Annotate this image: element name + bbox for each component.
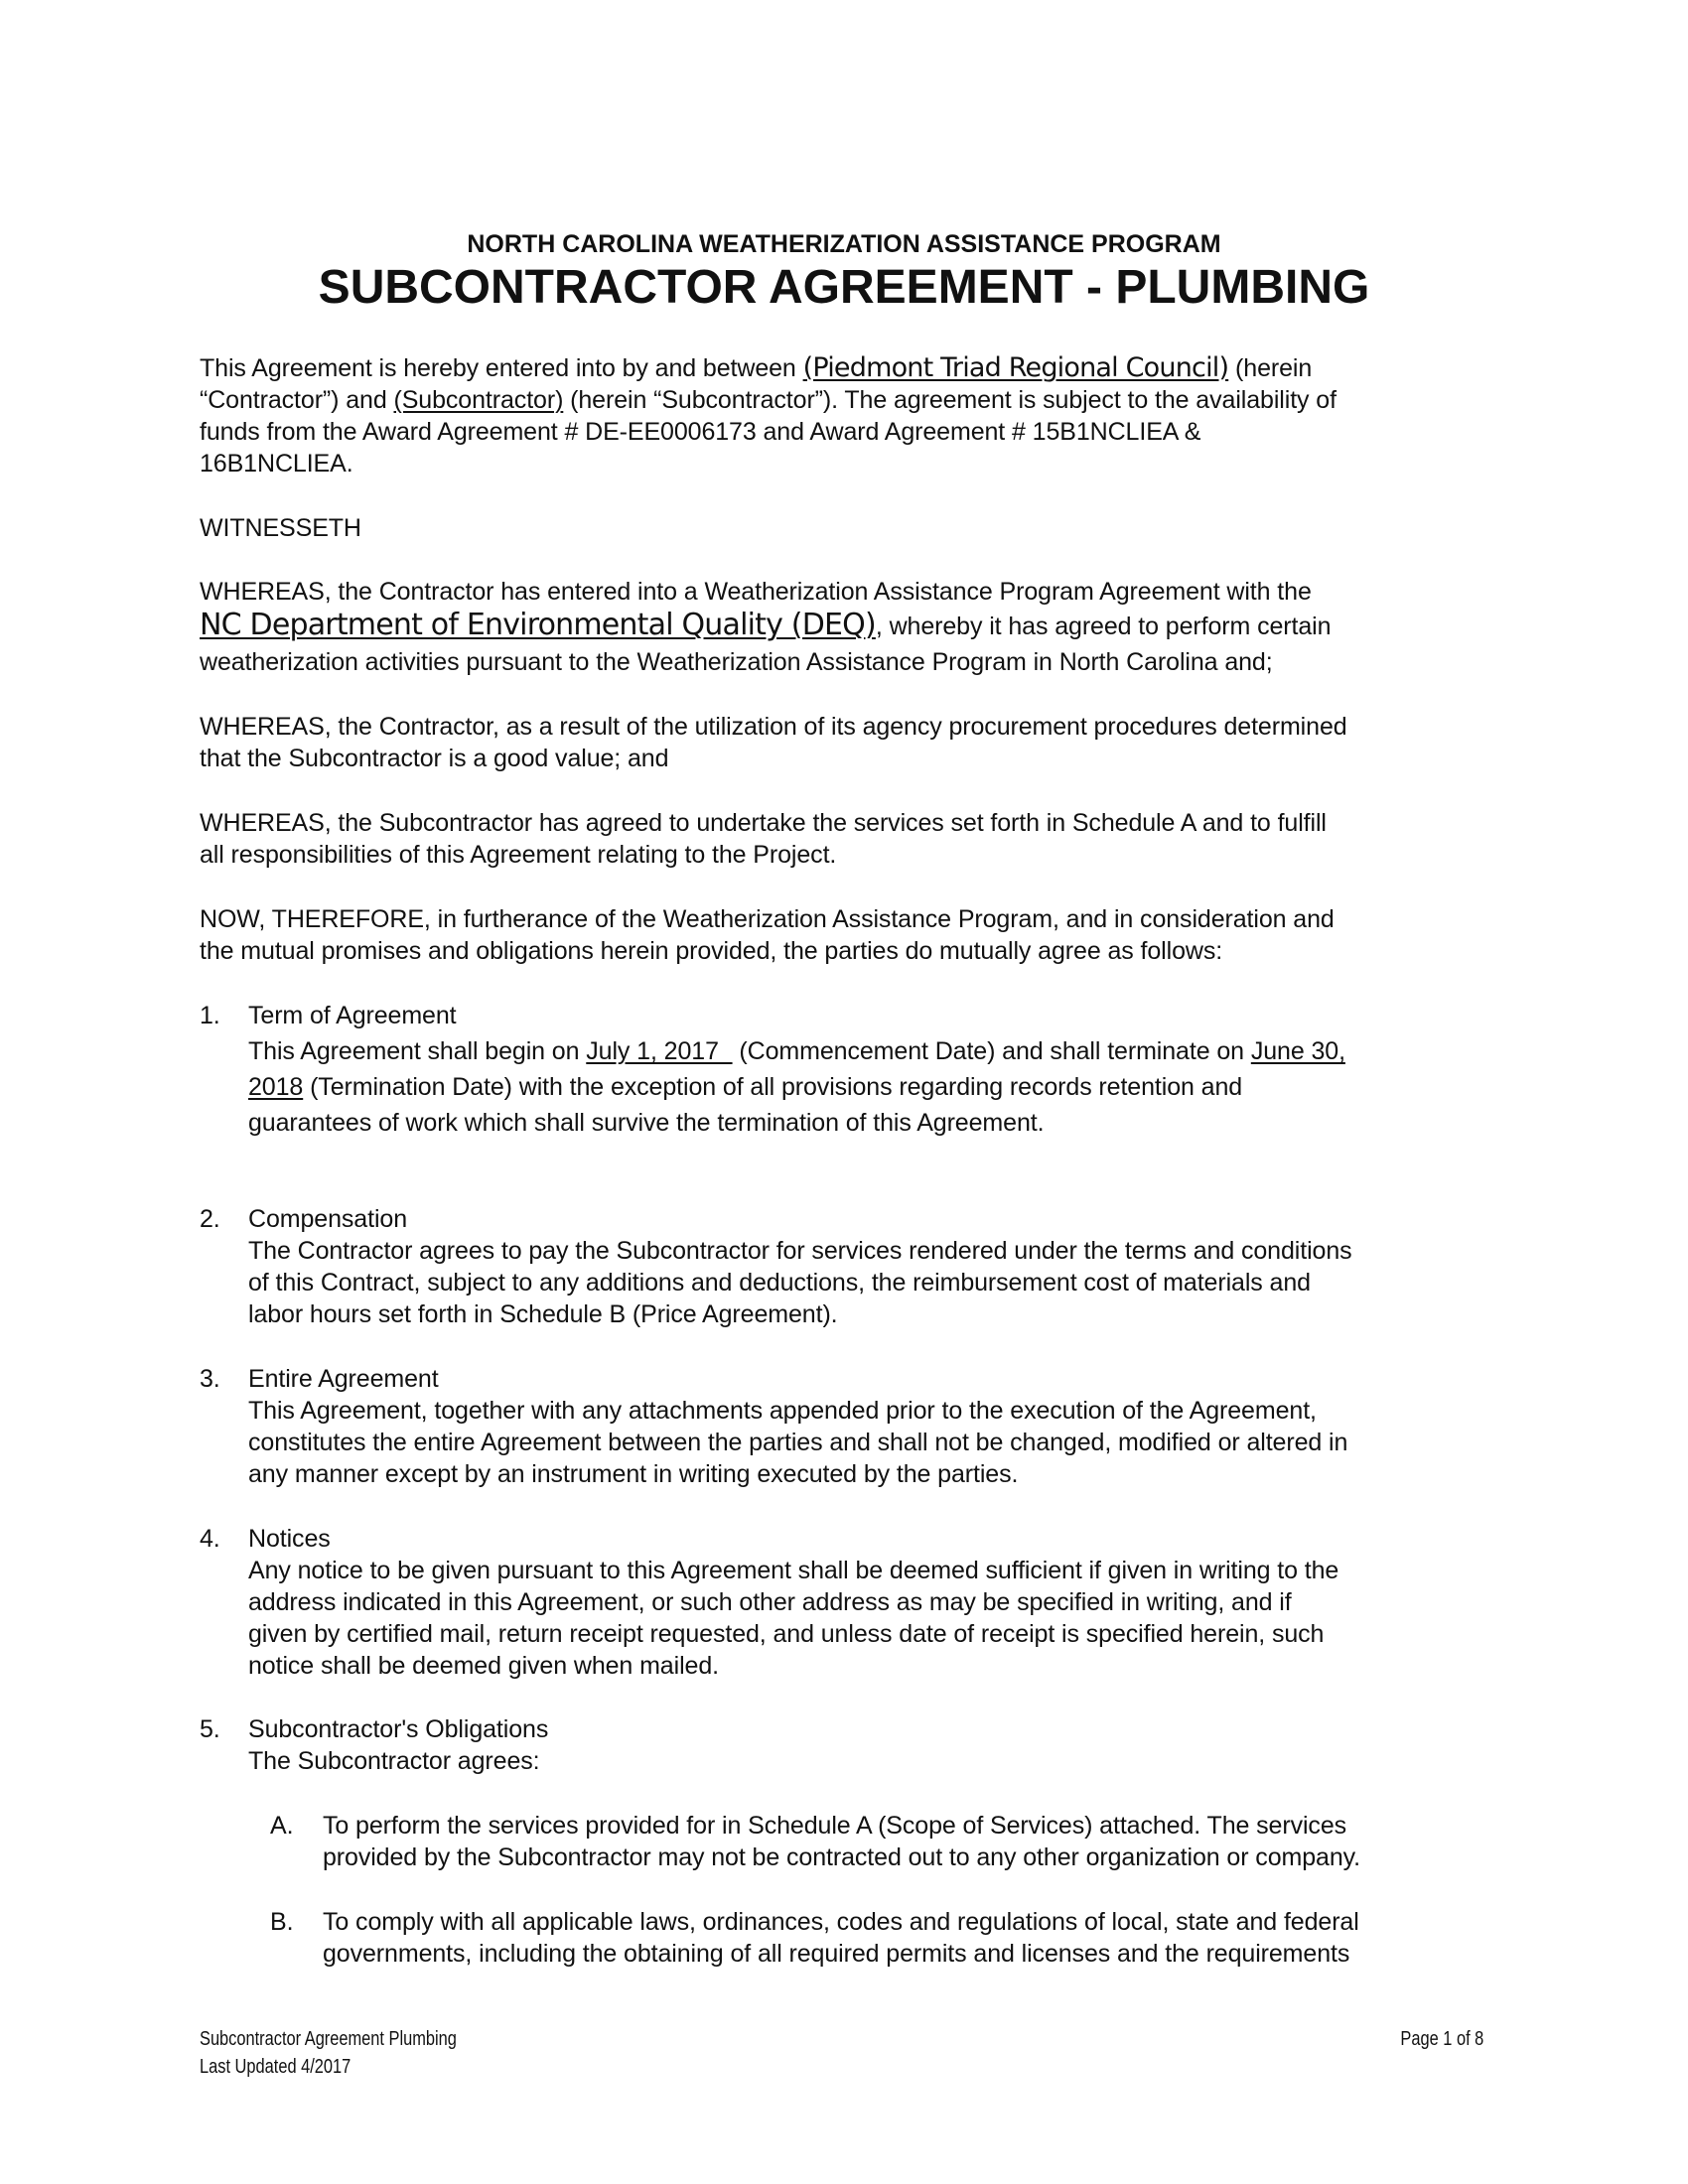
therefore-text: NOW, THEREFORE, in furtherance of the Weatherization Assistance Program, and in consideration and (200, 905, 1335, 933)
therefore-text: the mutual promises and obligations herein provided, the parties do mutually agree as follows: (200, 937, 1223, 965)
section-text: given by certified mail, return receipt requested, and unless date of receipt is specified herein, such (248, 1620, 1325, 1648)
section-number: 1. (200, 1002, 220, 1029)
section-title: Subcontractor's Obligations (248, 1715, 549, 1743)
whereas-text: weatherization activities pursuant to the Weatherization Assistance Program in North Carolina and; (200, 648, 1273, 676)
subcontractor-name: (Subcontractor) (393, 386, 564, 414)
section-title: Compensation (248, 1205, 408, 1233)
item-letter: B. (270, 1908, 294, 1936)
section-text: guarantees of work which shall survive the termination of this Agreement. (248, 1109, 1045, 1137)
section-text: labor hours set forth in Schedule B (Price Agreement). (248, 1300, 838, 1328)
whereas-text: all responsibilities of this Agreement relating to the Project. (200, 841, 837, 869)
section-text: address indicated in this Agreement, or such other address as may be specified in writing, and if (248, 1588, 1292, 1616)
footer-document-name: Subcontractor Agreement Plumbing (200, 2028, 457, 2050)
termination-date: June 30, (1250, 1037, 1345, 1065)
section-text: Any notice to be given pursuant to this Agreement shall be deemed sufficient if given in writing to the (248, 1557, 1339, 1584)
termination-date: 2018 (248, 1073, 304, 1101)
section-title: Notices (248, 1525, 331, 1553)
item-text: To perform the services provided for in Schedule A (Scope of Services) attached. The services (323, 1812, 1347, 1840)
commencement-date: July 1, 2017 (586, 1037, 733, 1065)
section-text: The Subcontractor agrees: (248, 1747, 540, 1775)
document-title: SUBCONTRACTOR AGREEMENT - PLUMBING (318, 261, 1370, 314)
whereas-text: that the Subcontractor is a good value; and (200, 745, 669, 772)
section-number: 3. (200, 1365, 220, 1393)
section-text: This Agreement, together with any attachments appended prior to the execution of the Agreement, (248, 1397, 1317, 1425)
intro-text: “Contractor”) and (200, 386, 394, 414)
footer-page-number: Page 1 of 8 (1400, 2028, 1483, 2050)
section-text: (Termination Date) with the exception of all provisions regarding records retention and (303, 1073, 1243, 1101)
section-text: of this Contract, subject to any additions and deductions, the reimbursement cost of materials and (248, 1269, 1311, 1297)
intro-text: This Agreement is hereby entered into by and between (200, 354, 803, 382)
section-text: notice shall be deemed given when mailed. (248, 1652, 719, 1680)
item-text: To comply with all applicable laws, ordinances, codes and regulations of local, state and federal (323, 1908, 1359, 1936)
whereas-text: WHEREAS, the Contractor, as a result of the utilization of its agency procurement procedures determined (200, 713, 1347, 741)
item-letter: A. (270, 1812, 294, 1840)
section-text: (Commencement Date) and shall terminate on (732, 1037, 1251, 1065)
whereas-text: WHEREAS, the Subcontractor has agreed to undertake the services set forth in Schedule A and to fulfill (200, 809, 1327, 837)
intro-text: 16B1NCLIEA. (200, 450, 353, 478)
item-text: governments, including the obtaining of all required permits and licenses and the requirements (323, 1940, 1350, 1968)
section-number: 4. (200, 1525, 220, 1553)
intro-text: funds from the Award Agreement # DE-EE0006173 and Award Agreement # 15B1NCLIEA & (200, 418, 1201, 446)
section-text: constitutes the entire Agreement between the parties and shall not be changed, modified or altered in (248, 1429, 1348, 1456)
item-text: provided by the Subcontractor may not be contracted out to any other organization or company. (323, 1843, 1361, 1871)
agency-name: NC Department of Environmental Quality (DEQ) (200, 608, 876, 642)
section-number: 2. (200, 1205, 220, 1233)
contractor-name: (Piedmont Triad Regional Council) (802, 352, 1229, 383)
section-text: This Agreement shall begin on (248, 1037, 587, 1065)
whereas-text: , whereby it has agreed to perform certain (875, 613, 1332, 640)
whereas-text: WHEREAS, the Contractor has entered into a Weatherization Assistance Program Agreement with the (200, 578, 1312, 606)
section-title: Entire Agreement (248, 1365, 439, 1393)
footer-last-updated: Last Updated 4/2017 (200, 2056, 352, 2078)
section-text: any manner except by an instrument in writing executed by the parties. (248, 1460, 1019, 1488)
section-text: The Contractor agrees to pay the Subcontractor for services rendered under the terms and conditions (248, 1237, 1352, 1265)
program-heading: NORTH CAROLINA WEATHERIZATION ASSISTANCE PROGRAM (467, 230, 1221, 258)
witnesseth-heading: WITNESSETH (200, 514, 361, 542)
section-number: 5. (200, 1715, 220, 1743)
intro-text: (herein “Subcontractor”). The agreement is subject to the availability of (563, 386, 1336, 414)
section-title: Term of Agreement (248, 1002, 457, 1029)
intro-text: (herein (1228, 354, 1313, 382)
